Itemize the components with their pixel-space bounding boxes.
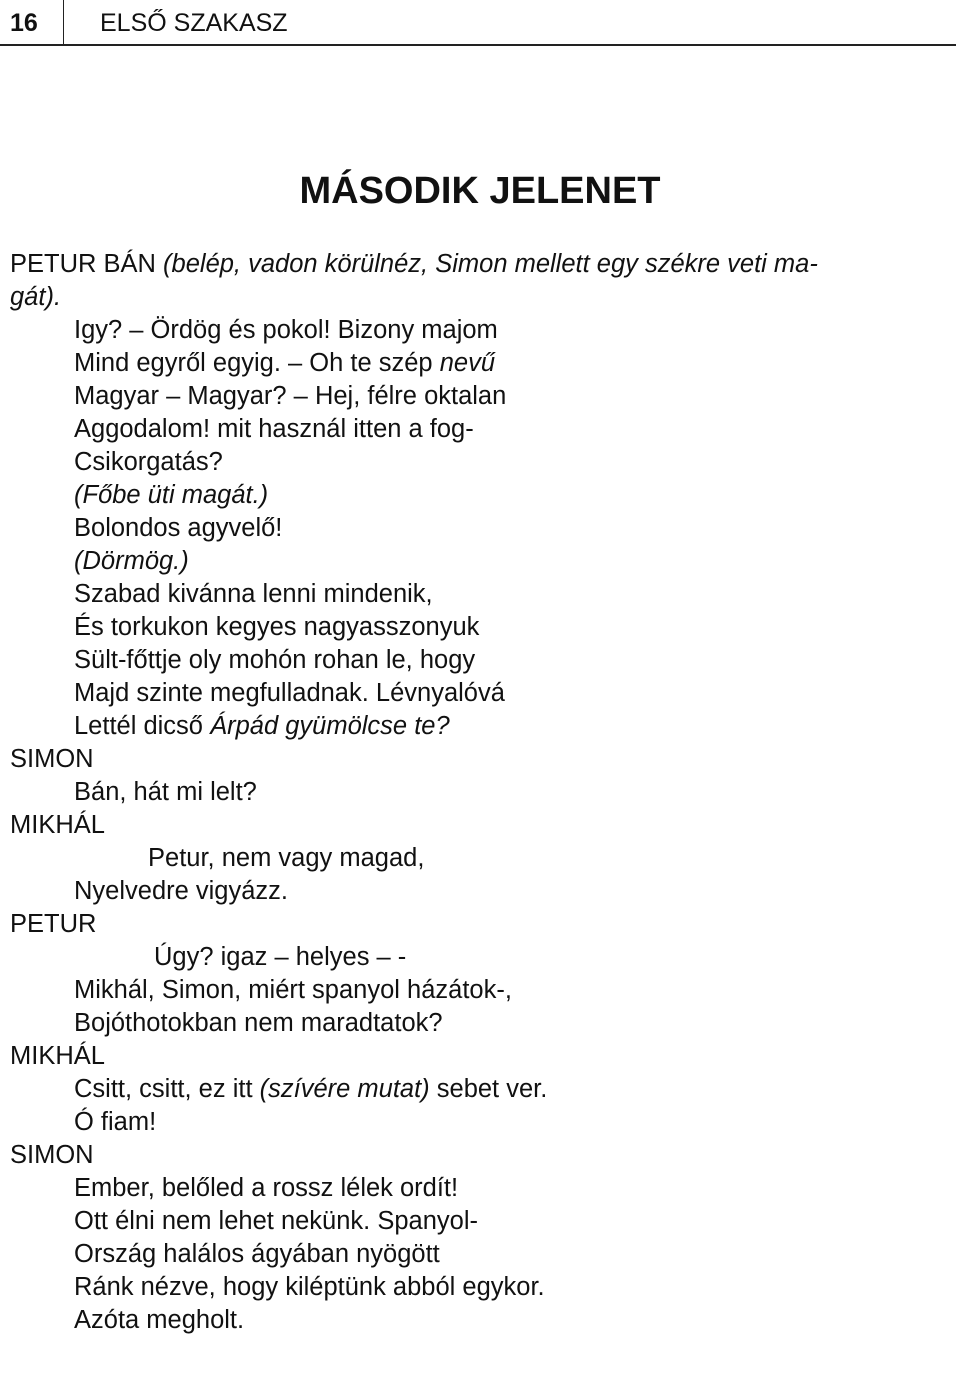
verse-line: Úgy? igaz – helyes – - <box>154 943 407 971</box>
stage-direction: (belép, vadon körülnéz, Simon mellett egy székre veti ma- <box>163 250 818 278</box>
verse-line: Azóta megholt. <box>74 1306 245 1334</box>
stage-direction: gát). <box>10 283 62 311</box>
verse-line: És torkukon kegyes nagyasszonyuk <box>74 613 480 641</box>
verse-text: Mind egyről egyig. – Oh te szép <box>74 349 440 377</box>
page-number: 16 <box>10 9 38 37</box>
verse-text: Csitt, csitt, ez itt <box>74 1075 260 1103</box>
speaker-name: PETUR BÁN <box>10 250 156 278</box>
scene-title-text: MÁSODIK JELENET <box>299 170 661 212</box>
verse-text: Lettél dicső <box>74 712 211 740</box>
speaker-name: PETUR <box>10 910 97 938</box>
scene-title <box>0 168 960 214</box>
verse-emphasis: Árpád gyümölcse te? <box>210 712 450 740</box>
page-header <box>0 0 956 46</box>
speaker-name: MIKHÁL <box>10 811 105 839</box>
verse-line: Magyar – Magyar? – Hej, félre oktalan <box>74 382 507 410</box>
running-head: ELSŐ SZAKASZ <box>100 9 288 37</box>
verse-line: Csikorgatás? <box>74 448 223 476</box>
verse-line: Mikhál, Simon, miért spanyol házátok-, <box>74 976 512 1004</box>
stage-direction: (Dörmög.) <box>74 547 189 575</box>
verse-line: Bán, hát mi lelt? <box>74 778 257 806</box>
verse-line: Ország halálos ágyában nyögött <box>74 1240 440 1268</box>
verse-line: Szabad kivánna lenni mindenik, <box>74 580 433 608</box>
verse-line: Bojóthotokban nem maradtatok? <box>74 1009 443 1037</box>
verse-line: Nyelvedre vigyázz. <box>74 877 288 905</box>
verse-line <box>10 545 940 578</box>
stage-direction: (szívére mutat) <box>259 1075 430 1103</box>
verse-text: sebet ver. <box>429 1075 548 1103</box>
verse-line: Petur, nem vagy magad, <box>148 844 425 872</box>
verse-line: Ó fiam! <box>74 1108 157 1136</box>
intro-line <box>10 248 940 281</box>
verse-line: Ránk nézve, hogy kiléptünk abból egykor. <box>74 1273 545 1301</box>
verse-line: Igy? – Ördög és pokol! Bizony majom <box>74 316 498 344</box>
script-body <box>10 248 940 1337</box>
verse-line: Ember, belőled a rossz lélek ordít! <box>74 1174 459 1202</box>
verse-line <box>10 710 940 743</box>
speaker-name: SIMON <box>10 745 94 773</box>
verse-line: Majd szinte megfulladnak. Lévnyalóvá <box>74 679 505 707</box>
speaker-name: MIKHÁL <box>10 1042 105 1070</box>
verse-line: Sült-főttje oly mohón rohan le, hogy <box>74 646 476 674</box>
verse-line: Ott élni nem lehet nekünk. Spanyol- <box>74 1207 478 1235</box>
verse-line: Bolondos agyvelő! <box>74 514 283 542</box>
verse-line <box>10 479 940 512</box>
stage-direction: (Főbe üti magát.) <box>74 481 269 509</box>
verse-emphasis: nevű <box>439 349 495 377</box>
header-divider <box>63 0 64 44</box>
verse-line <box>10 347 940 380</box>
verse-line: Aggodalom! mit használ itten a fog- <box>74 415 474 443</box>
speaker-name: SIMON <box>10 1141 94 1169</box>
intro-line <box>10 281 940 314</box>
verse-line <box>10 1073 940 1106</box>
